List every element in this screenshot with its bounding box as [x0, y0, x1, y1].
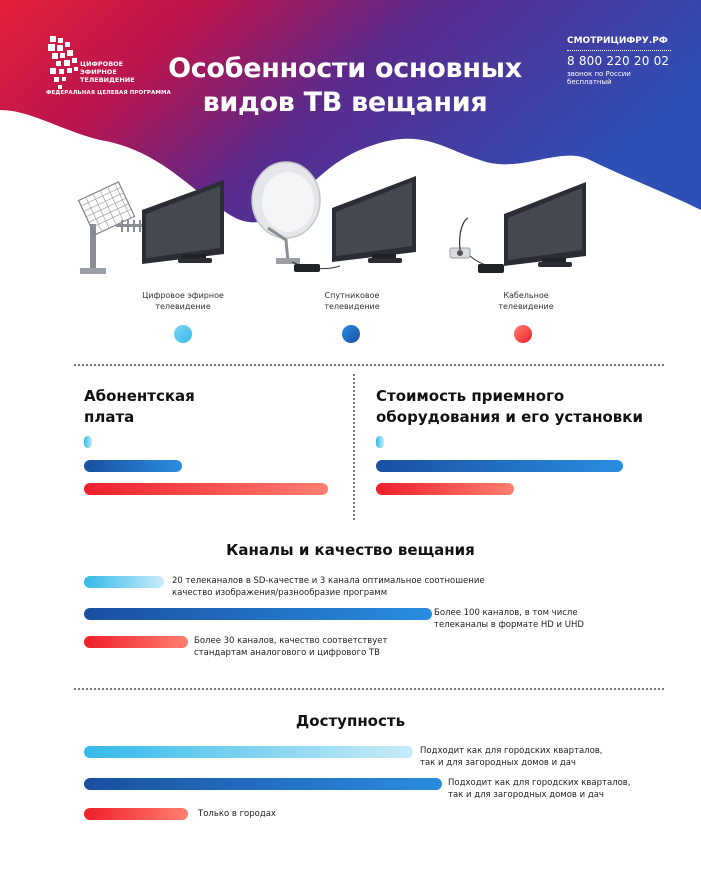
- availability-bar-satellite: [84, 778, 442, 790]
- channels-bar-satellite: [84, 608, 432, 620]
- equipment-heading-line: оборудования и его установки: [376, 408, 643, 426]
- channels-text-line: 20 телеканалов в SD-качестве и 3 канала оптимальное соотношение: [172, 576, 485, 586]
- section-divider: [74, 364, 664, 366]
- cable-tv-icon: [438, 170, 598, 282]
- channels-bar-terrestrial: [84, 576, 164, 588]
- legend-dot-cable: [514, 325, 532, 343]
- hotline-note-line: звонок по России: [567, 70, 631, 78]
- type-label-line: телевидение: [155, 302, 211, 311]
- page-title-line: видов ТВ вещания: [202, 87, 488, 118]
- column-divider: [353, 374, 355, 520]
- hotline-note-line: бесплатный: [567, 78, 612, 86]
- fee-bar-cable: [84, 483, 328, 495]
- legend-dot-satellite: [342, 325, 360, 343]
- type-label-terrestrial: [128, 290, 238, 312]
- availability-text-line: Подходит как для городских кварталов,: [448, 778, 631, 788]
- page-title-line: Особенности основных: [168, 53, 522, 84]
- availability-text-line: Только в городах: [198, 809, 276, 819]
- equipment-bar-satellite: [376, 460, 623, 472]
- logo-program-label: ФЕДЕРАЛЬНАЯ ЦЕЛЕВАЯ ПРОГРАММА: [46, 90, 171, 96]
- type-label-line: Спутниковое: [324, 291, 380, 300]
- fee-bar-satellite: [84, 460, 182, 472]
- fee-heading-line: Абонентская: [84, 387, 195, 405]
- channels-heading: Каналы и качество вещания: [226, 541, 475, 559]
- legend-dot-terrestrial: [174, 325, 192, 343]
- availability-bar-cable: [84, 808, 188, 820]
- availability-bar-terrestrial: [84, 746, 413, 758]
- type-label-line: телевидение: [324, 302, 380, 311]
- type-label-line: телевидение: [498, 302, 554, 311]
- availability-text-satellite: [448, 777, 631, 801]
- channels-text-line: качество изображения/разнообразие программ: [172, 588, 388, 598]
- channels-bar-cable: [84, 636, 188, 648]
- hotline-note: [567, 70, 671, 86]
- availability-text-terrestrial: [420, 745, 603, 769]
- channels-text-satellite: [434, 607, 584, 631]
- channels-text-line: стандартам аналогового и цифрового ТВ: [194, 648, 380, 658]
- logo-line: ТЕЛЕВИДЕНИЕ: [80, 76, 135, 84]
- fee-heading-line: плата: [84, 408, 135, 426]
- website-link[interactable]: СМОТРИЦИФРУ.РФ: [567, 36, 671, 51]
- channels-text-line: Более 30 каналов, качество соответствует: [194, 636, 388, 646]
- page-title: [150, 52, 540, 120]
- section-divider: [74, 688, 664, 690]
- type-label-satellite: [297, 290, 407, 312]
- channels-text-terrestrial: [172, 575, 485, 599]
- availability-heading: Доступность: [295, 712, 406, 730]
- equipment-heading-line: Стоимость приемного: [376, 387, 565, 405]
- equipment-heading: [376, 386, 643, 428]
- fee-bar-terrestrial: [84, 436, 92, 448]
- availability-text-cable: [198, 808, 276, 820]
- logo-line: ЭФИРНОЕ: [80, 68, 117, 76]
- type-label-line: Кабельное: [503, 291, 549, 300]
- hotline-phone[interactable]: 8 800 220 20 02: [567, 54, 670, 68]
- satellite-dish-tv-icon: [248, 158, 420, 282]
- logo-line: ЦИФРОВОЕ: [80, 60, 124, 68]
- availability-text-line: Подходит как для городских кварталов,: [420, 746, 603, 756]
- availability-text-line: так и для загородных домов и дач: [448, 790, 604, 800]
- logo-text: [80, 60, 135, 84]
- channels-text-line: телеканалы в формате HD и UHD: [434, 620, 584, 630]
- type-label-cable: [471, 290, 581, 312]
- terrestrial-antenna-tv-icon: [76, 172, 236, 282]
- channels-text-cable: [194, 635, 388, 659]
- fee-heading: [84, 386, 195, 428]
- contact-block: [567, 36, 671, 86]
- channels-text-line: Более 100 каналов, в том числе: [434, 608, 578, 618]
- type-label-line: Цифровое эфирное: [142, 291, 224, 300]
- availability-text-line: так и для загородных домов и дач: [420, 758, 576, 768]
- equipment-bar-cable: [376, 483, 514, 495]
- equipment-bar-terrestrial: [376, 436, 384, 448]
